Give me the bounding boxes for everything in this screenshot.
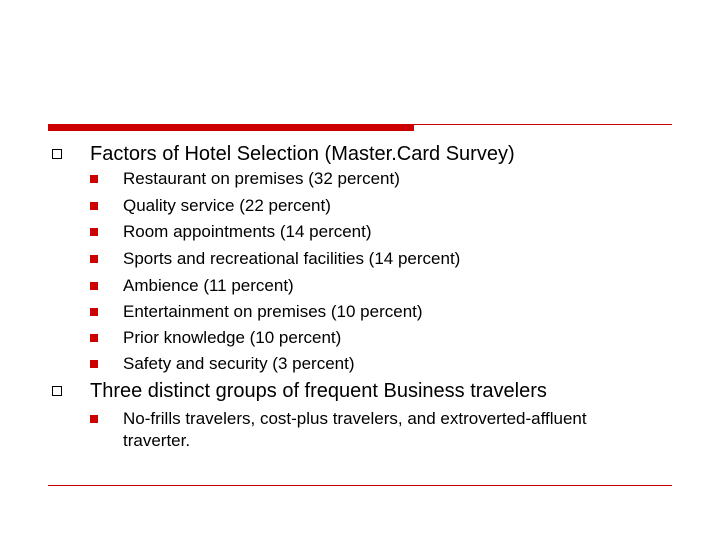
bullet-1-text: Factors of Hotel Selection (Master.Card Survey) xyxy=(90,143,515,165)
hollow-square-icon xyxy=(52,149,62,159)
bullet-1-sub-4: Sports and recreational facilities (14 percent) xyxy=(123,249,461,268)
bullet-2-sub-1: No-frills travelers, cost-plus travelers, and extroverted-affluent xyxy=(123,409,587,428)
hollow-square-icon xyxy=(52,386,62,396)
filled-square-icon xyxy=(90,308,98,316)
bullet-2-sub-1-continued: traverter. xyxy=(123,431,191,450)
bullet-1-sub-6: Entertainment on premises (10 percent) xyxy=(123,302,423,321)
bullet-2-text: Three distinct groups of frequent Business travelers xyxy=(90,380,547,402)
filled-square-icon xyxy=(90,202,98,210)
bullet-1-sub-1: Restaurant on premises (32 percent) xyxy=(123,169,400,188)
filled-square-icon xyxy=(90,415,98,423)
filled-square-icon xyxy=(90,334,98,342)
bullet-1-sub-7: Prior knowledge (10 percent) xyxy=(123,328,342,347)
filled-square-icon xyxy=(90,255,98,263)
bullet-1-sub-8: Safety and security (3 percent) xyxy=(123,354,355,373)
bullet-1-sub-3: Room appointments (14 percent) xyxy=(123,222,372,241)
filled-square-icon xyxy=(90,282,98,290)
filled-square-icon xyxy=(90,360,98,368)
bullet-1-sub-5: Ambience (11 percent) xyxy=(123,276,294,295)
bottom-rule xyxy=(48,485,672,486)
filled-square-icon xyxy=(90,228,98,236)
bullet-1-sub-2: Quality service (22 percent) xyxy=(123,196,331,215)
filled-square-icon xyxy=(90,175,98,183)
